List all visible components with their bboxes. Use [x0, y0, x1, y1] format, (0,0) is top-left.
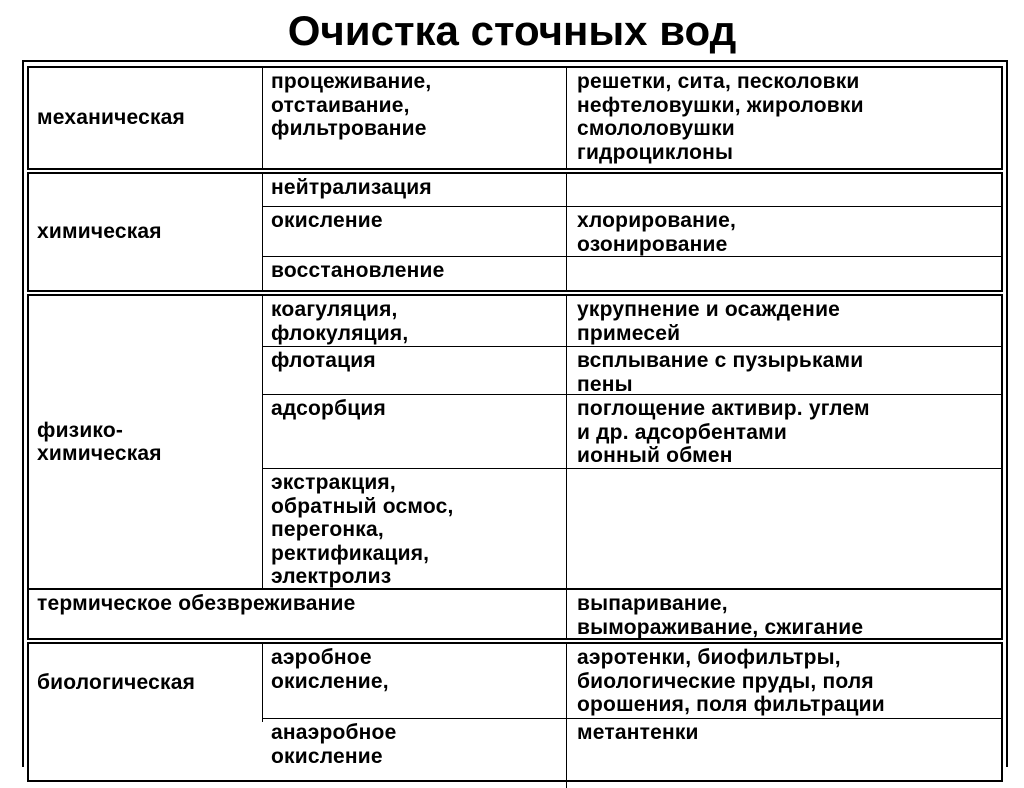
- method-cell: [263, 719, 567, 788]
- method-text: окисление: [271, 209, 383, 232]
- category-label: термическое обезвреживание: [37, 592, 356, 615]
- method-cell: [263, 68, 567, 168]
- equipment-cell: [567, 207, 1001, 256]
- equipment-cell: [567, 395, 1001, 468]
- method-cell: [263, 174, 567, 206]
- equipment-cell: [567, 590, 1001, 638]
- equipment-cell: [567, 174, 1001, 206]
- table-row: [263, 718, 1001, 788]
- category-label: химическая: [37, 220, 162, 244]
- group-mechanical: [27, 66, 1003, 170]
- method-text: процеживание, отстаивание, фильтрование: [271, 70, 432, 140]
- table-row: [263, 68, 1001, 168]
- equipment-text: метантенки: [577, 721, 699, 744]
- equipment-cell: [567, 68, 1001, 168]
- equipment-text: хлорирование, озонирование: [577, 209, 736, 256]
- category-label: физико- химическая: [37, 418, 162, 465]
- equipment-cell: [567, 644, 1001, 718]
- category-label: механическая: [37, 106, 186, 130]
- method-cell: [263, 469, 567, 588]
- equipment-text: выпаривание, вымораживание, сжигание: [577, 592, 864, 639]
- category-cell: [29, 296, 263, 588]
- category-cell: [29, 68, 263, 168]
- method-text: адсорбция: [271, 397, 386, 420]
- equipment-text: всплывание с пузырьками пены: [577, 349, 864, 396]
- method-cell: [263, 207, 567, 256]
- equipment-cell: [567, 469, 1001, 588]
- method-text: аэробное окисление,: [271, 646, 389, 693]
- group-chemical: [27, 172, 1003, 292]
- method-text: нейтрализация: [271, 176, 432, 199]
- method-text: коагуляция, флокуляция,: [271, 298, 409, 345]
- equipment-text: поглощение активир. углем и др. адсорбентами ионный обмен: [577, 397, 870, 467]
- table-row: [263, 256, 1001, 290]
- table-row: [263, 174, 1001, 206]
- group-physico-chemical: [27, 294, 1003, 590]
- table-row: [263, 346, 1001, 394]
- table-row: [263, 296, 1001, 346]
- equipment-cell: [567, 257, 1001, 290]
- equipment-cell: [567, 296, 1001, 346]
- group-thermal: [27, 588, 1003, 640]
- equipment-text: аэротенки, биофильтры, биологические пруды, поля орошения, поля фильтрации: [577, 646, 885, 716]
- method-cell: [263, 644, 567, 718]
- category-cell: [29, 644, 263, 722]
- equipment-text: решетки, сита, песколовки нефтеловушки, жироловки смололовушки гидроциклоны: [577, 70, 864, 164]
- table-row: [263, 206, 1001, 256]
- category-label: биологическая: [37, 671, 196, 695]
- method-text: экстракция, обратный осмос, перегонка, ректификация, электролиз: [271, 471, 454, 588]
- page-title: Очистка сточных вод: [287, 7, 737, 54]
- equipment-cell: [567, 719, 1001, 788]
- group-biological: [27, 642, 1003, 782]
- table-row: [263, 394, 1001, 468]
- method-cell: [263, 347, 567, 394]
- treatment-table: [22, 60, 1008, 767]
- method-text: флотация: [271, 349, 376, 372]
- method-cell: [263, 296, 567, 346]
- table-row: [263, 468, 1001, 588]
- method-text: восстановление: [271, 259, 445, 282]
- method-text: анаэробное окисление: [271, 721, 397, 768]
- method-cell: [263, 257, 567, 290]
- equipment-text: укрупнение и осаждение примесей: [577, 298, 841, 345]
- table-row: [263, 644, 1001, 718]
- method-cell: [263, 395, 567, 468]
- equipment-cell: [567, 347, 1001, 394]
- category-cell: [29, 590, 567, 638]
- category-cell: [29, 174, 263, 290]
